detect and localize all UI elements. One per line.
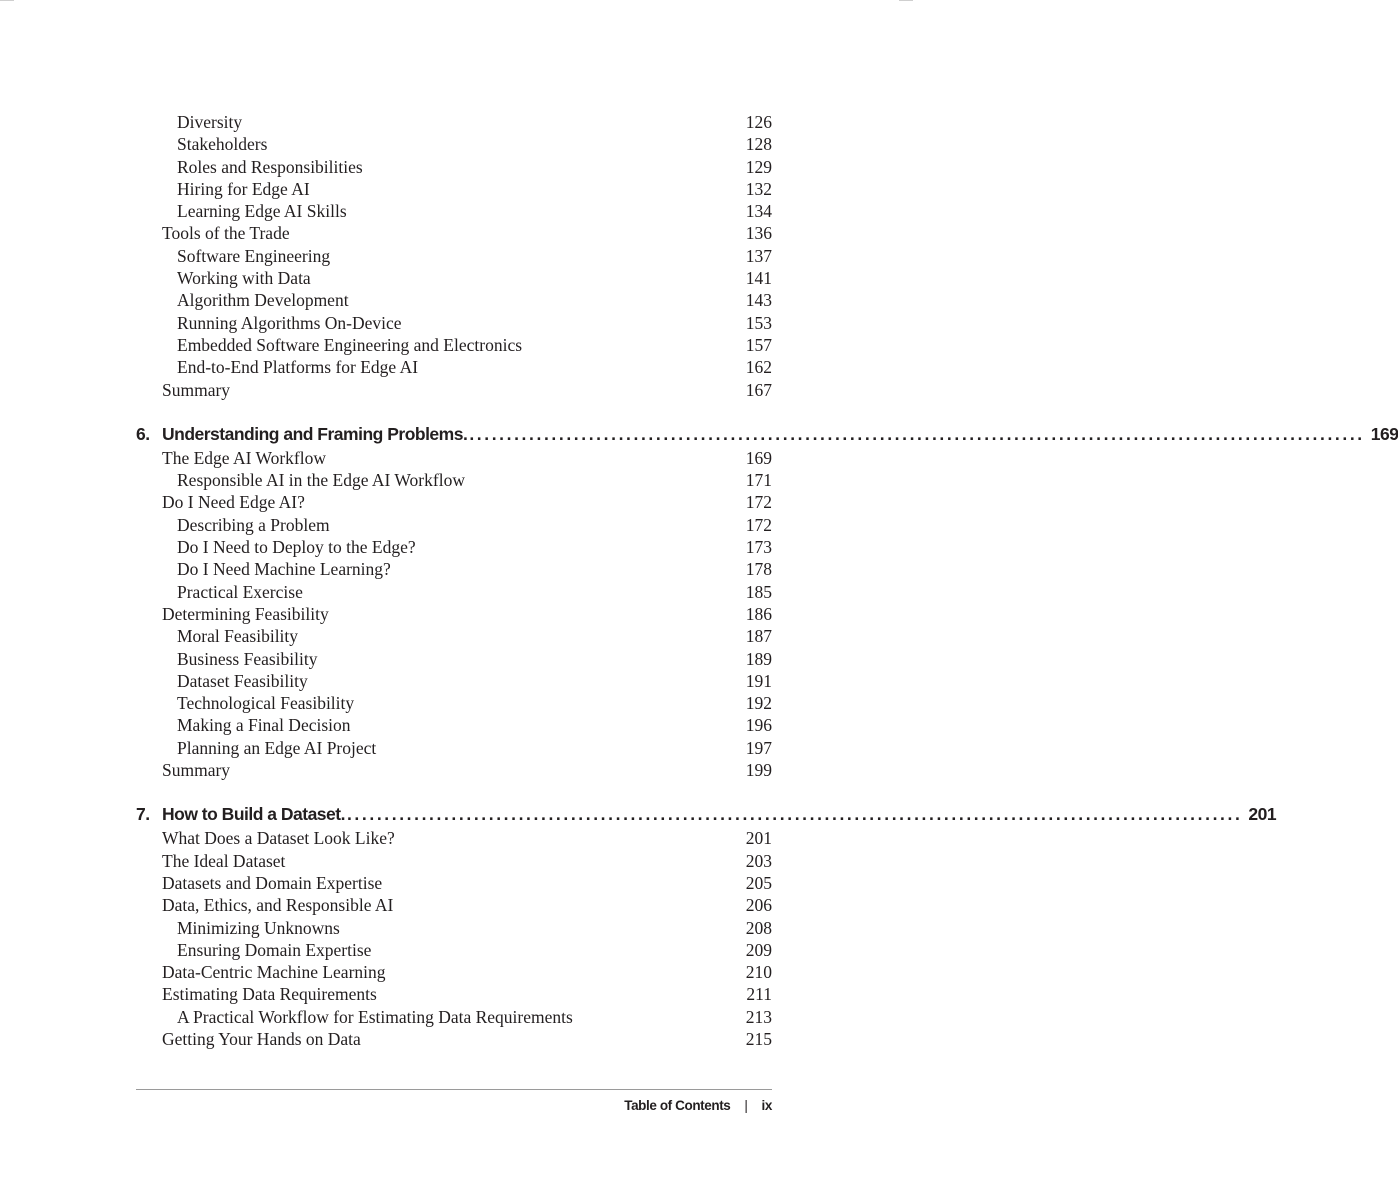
toc-entry[interactable] <box>136 156 772 178</box>
toc-section <box>136 111 772 401</box>
toc-entry[interactable] <box>136 737 772 759</box>
toc-entry[interactable] <box>136 356 772 378</box>
chapter-title: How to Build a Dataset. <box>162 804 345 825</box>
toc-entry[interactable] <box>136 648 772 670</box>
entry-page-number: 153 <box>745 312 772 333</box>
entry-title: Responsible AI in the Edge AI Workflow <box>177 470 465 491</box>
entry-title: Summary <box>162 760 231 781</box>
entry-page-number: 169 <box>745 447 772 468</box>
entry-page-number: 186 <box>745 603 772 624</box>
entry-title: Datasets and Domain Expertise <box>162 872 383 893</box>
page-footer <box>624 1096 772 1116</box>
entry-page-number: 167 <box>745 379 772 400</box>
entry-page-number: 215 <box>745 1028 772 1049</box>
toc-entry[interactable] <box>136 983 772 1005</box>
entry-page-number: 206 <box>745 895 772 916</box>
toc-entry[interactable] <box>136 200 772 222</box>
toc-entry[interactable] <box>136 670 772 692</box>
entry-page-number: 129 <box>745 156 772 177</box>
entry-title: Data-Centric Machine Learning <box>162 962 386 983</box>
toc-entry[interactable] <box>136 872 772 894</box>
entry-page-number: 132 <box>745 178 772 199</box>
entry-title: Hiring for Edge AI <box>177 178 310 199</box>
entry-page-number: 191 <box>745 670 772 691</box>
toc-entry[interactable] <box>136 961 772 983</box>
entry-title: Do I Need Edge AI? <box>162 492 305 513</box>
chapter-number: 6. <box>136 423 150 444</box>
entry-title: Determining Feasibility <box>162 603 329 624</box>
entry-title: Moral Feasibility <box>177 626 299 647</box>
toc-entry[interactable] <box>136 714 772 736</box>
entry-page-number: 173 <box>745 537 772 558</box>
entry-page-number: 192 <box>745 693 772 714</box>
entry-title: Do I Need Machine Learning? <box>177 559 391 580</box>
footer-rule <box>136 1089 772 1090</box>
toc-entry[interactable] <box>136 603 772 625</box>
entry-page-number: 141 <box>745 268 772 289</box>
entry-page-number: 178 <box>745 559 772 580</box>
footer-separator: | <box>744 1098 748 1113</box>
toc-entry[interactable] <box>136 692 772 714</box>
entry-title: Working with Data <box>177 268 311 289</box>
entry-title: Algorithm Development <box>177 290 349 311</box>
entry-title: The Edge AI Workflow <box>162 447 326 468</box>
toc-entry[interactable] <box>136 178 772 200</box>
footer-label: Table of Contents <box>624 1098 731 1113</box>
entry-page-number: 203 <box>745 850 772 871</box>
crop-mark-right <box>899 0 913 5</box>
entry-title: Business Feasibility <box>177 648 318 669</box>
entry-page-number: 172 <box>745 514 772 535</box>
entry-page-number: 128 <box>745 134 772 155</box>
toc-entry[interactable] <box>136 245 772 267</box>
entry-page-number: 136 <box>745 223 772 244</box>
entry-page-number: 134 <box>745 201 772 222</box>
entry-title: Diversity <box>177 112 243 132</box>
entry-title: Describing a Problem <box>177 514 330 535</box>
crop-mark-left <box>0 0 14 5</box>
entry-title: Data, Ethics, and Responsible AI <box>162 895 394 916</box>
toc-entry[interactable] <box>136 827 772 849</box>
footer-page-number: ix <box>761 1098 772 1113</box>
entry-page-number: 137 <box>745 245 772 266</box>
toc-entry[interactable] <box>136 491 772 513</box>
chapter-title: Understanding and Framing Problems. <box>162 423 468 444</box>
entry-title: Software Engineering <box>177 245 331 266</box>
toc-entry[interactable] <box>136 939 772 961</box>
toc-entry[interactable] <box>136 558 772 580</box>
entry-title: Stakeholders <box>177 134 268 155</box>
entry-title: Tools of the Trade <box>162 223 290 244</box>
entry-page-number: 143 <box>745 290 772 311</box>
entry-page-number: 208 <box>745 917 772 938</box>
entry-title: Dataset Feasibility <box>177 670 308 691</box>
chapter-heading[interactable] <box>136 421 1398 447</box>
entry-title: End-to-End Platforms for Edge AI <box>177 357 419 378</box>
toc-entry[interactable] <box>136 894 772 916</box>
toc-entry[interactable] <box>136 447 772 469</box>
chapter-page-number: 169 <box>1370 423 1398 444</box>
entry-page-number: 210 <box>745 962 772 983</box>
entry-title: Running Algorithms On-Device <box>177 312 402 333</box>
entry-title: Do I Need to Deploy to the Edge? <box>177 537 416 558</box>
table-of-contents <box>136 111 1398 1050</box>
toc-entry[interactable] <box>136 625 772 647</box>
toc-entry[interactable] <box>136 133 772 155</box>
entry-page-number: 197 <box>745 737 772 758</box>
toc-entry[interactable] <box>136 312 772 334</box>
entry-page-number: 187 <box>745 626 772 647</box>
entry-title: Summary <box>162 379 231 400</box>
entry-title: Getting Your Hands on Data <box>162 1028 361 1049</box>
entry-title: Learning Edge AI Skills <box>177 201 347 222</box>
toc-entry[interactable] <box>136 222 772 244</box>
toc-entry[interactable] <box>136 1028 772 1050</box>
entry-title: Making a Final Decision <box>177 715 351 736</box>
entry-page-number: 209 <box>745 939 772 960</box>
toc-entry[interactable] <box>136 759 772 781</box>
entry-page-number: 157 <box>745 334 772 355</box>
toc-entry[interactable] <box>136 917 772 939</box>
entry-title: Technological Feasibility <box>177 693 355 714</box>
entry-title: The Ideal Dataset <box>162 850 286 871</box>
entry-title: What Does a Dataset Look Like? <box>162 828 395 849</box>
toc-entry[interactable] <box>136 469 772 491</box>
toc-entry[interactable] <box>136 581 772 603</box>
toc-section <box>136 421 1398 781</box>
entry-page-number: 205 <box>745 872 772 893</box>
entry-page-number: 213 <box>745 1006 772 1027</box>
entry-page-number: 189 <box>745 648 772 669</box>
chapter-number: 7. <box>136 804 150 825</box>
entry-page-number: 199 <box>745 760 772 781</box>
entry-title: Estimating Data Requirements <box>162 984 377 1005</box>
toc-entry[interactable] <box>136 111 772 133</box>
entry-title: Roles and Responsibilities <box>177 156 363 177</box>
toc-entry[interactable] <box>136 267 772 289</box>
entry-page-number: 196 <box>745 715 772 736</box>
chapter-page-number: 201 <box>1248 804 1277 825</box>
toc-entry[interactable] <box>136 850 772 872</box>
toc-section <box>136 801 1277 1050</box>
entry-page-number: 126 <box>745 112 772 132</box>
entry-page-number: 201 <box>745 828 772 849</box>
entry-title: Embedded Software Engineering and Electronics <box>177 334 523 355</box>
entry-page-number: 185 <box>745 581 772 602</box>
entry-page-number: 172 <box>745 492 772 513</box>
entry-title: Ensuring Domain Expertise <box>177 939 372 960</box>
toc-entry[interactable] <box>136 1006 772 1028</box>
toc-entry[interactable] <box>136 379 772 401</box>
entry-page-number: 171 <box>745 470 772 491</box>
entry-title: Planning an Edge AI Project <box>177 737 377 758</box>
toc-entry[interactable] <box>136 536 772 558</box>
entry-page-number: 211 <box>746 984 772 1005</box>
entry-title: Practical Exercise <box>177 581 303 602</box>
toc-entry[interactable] <box>136 289 772 311</box>
entry-title: A Practical Workflow for Estimating Data Requirements <box>177 1006 573 1027</box>
entry-title: Minimizing Unknowns <box>177 917 340 938</box>
dot-leader: ........................................................................................................................ <box>346 804 1243 825</box>
toc-entry[interactable] <box>136 514 772 536</box>
chapter-heading[interactable] <box>136 801 1277 827</box>
dot-leader: ........................................................................................................................ <box>469 423 1365 444</box>
entry-page-number: 162 <box>745 357 772 378</box>
toc-entry[interactable] <box>136 334 772 356</box>
